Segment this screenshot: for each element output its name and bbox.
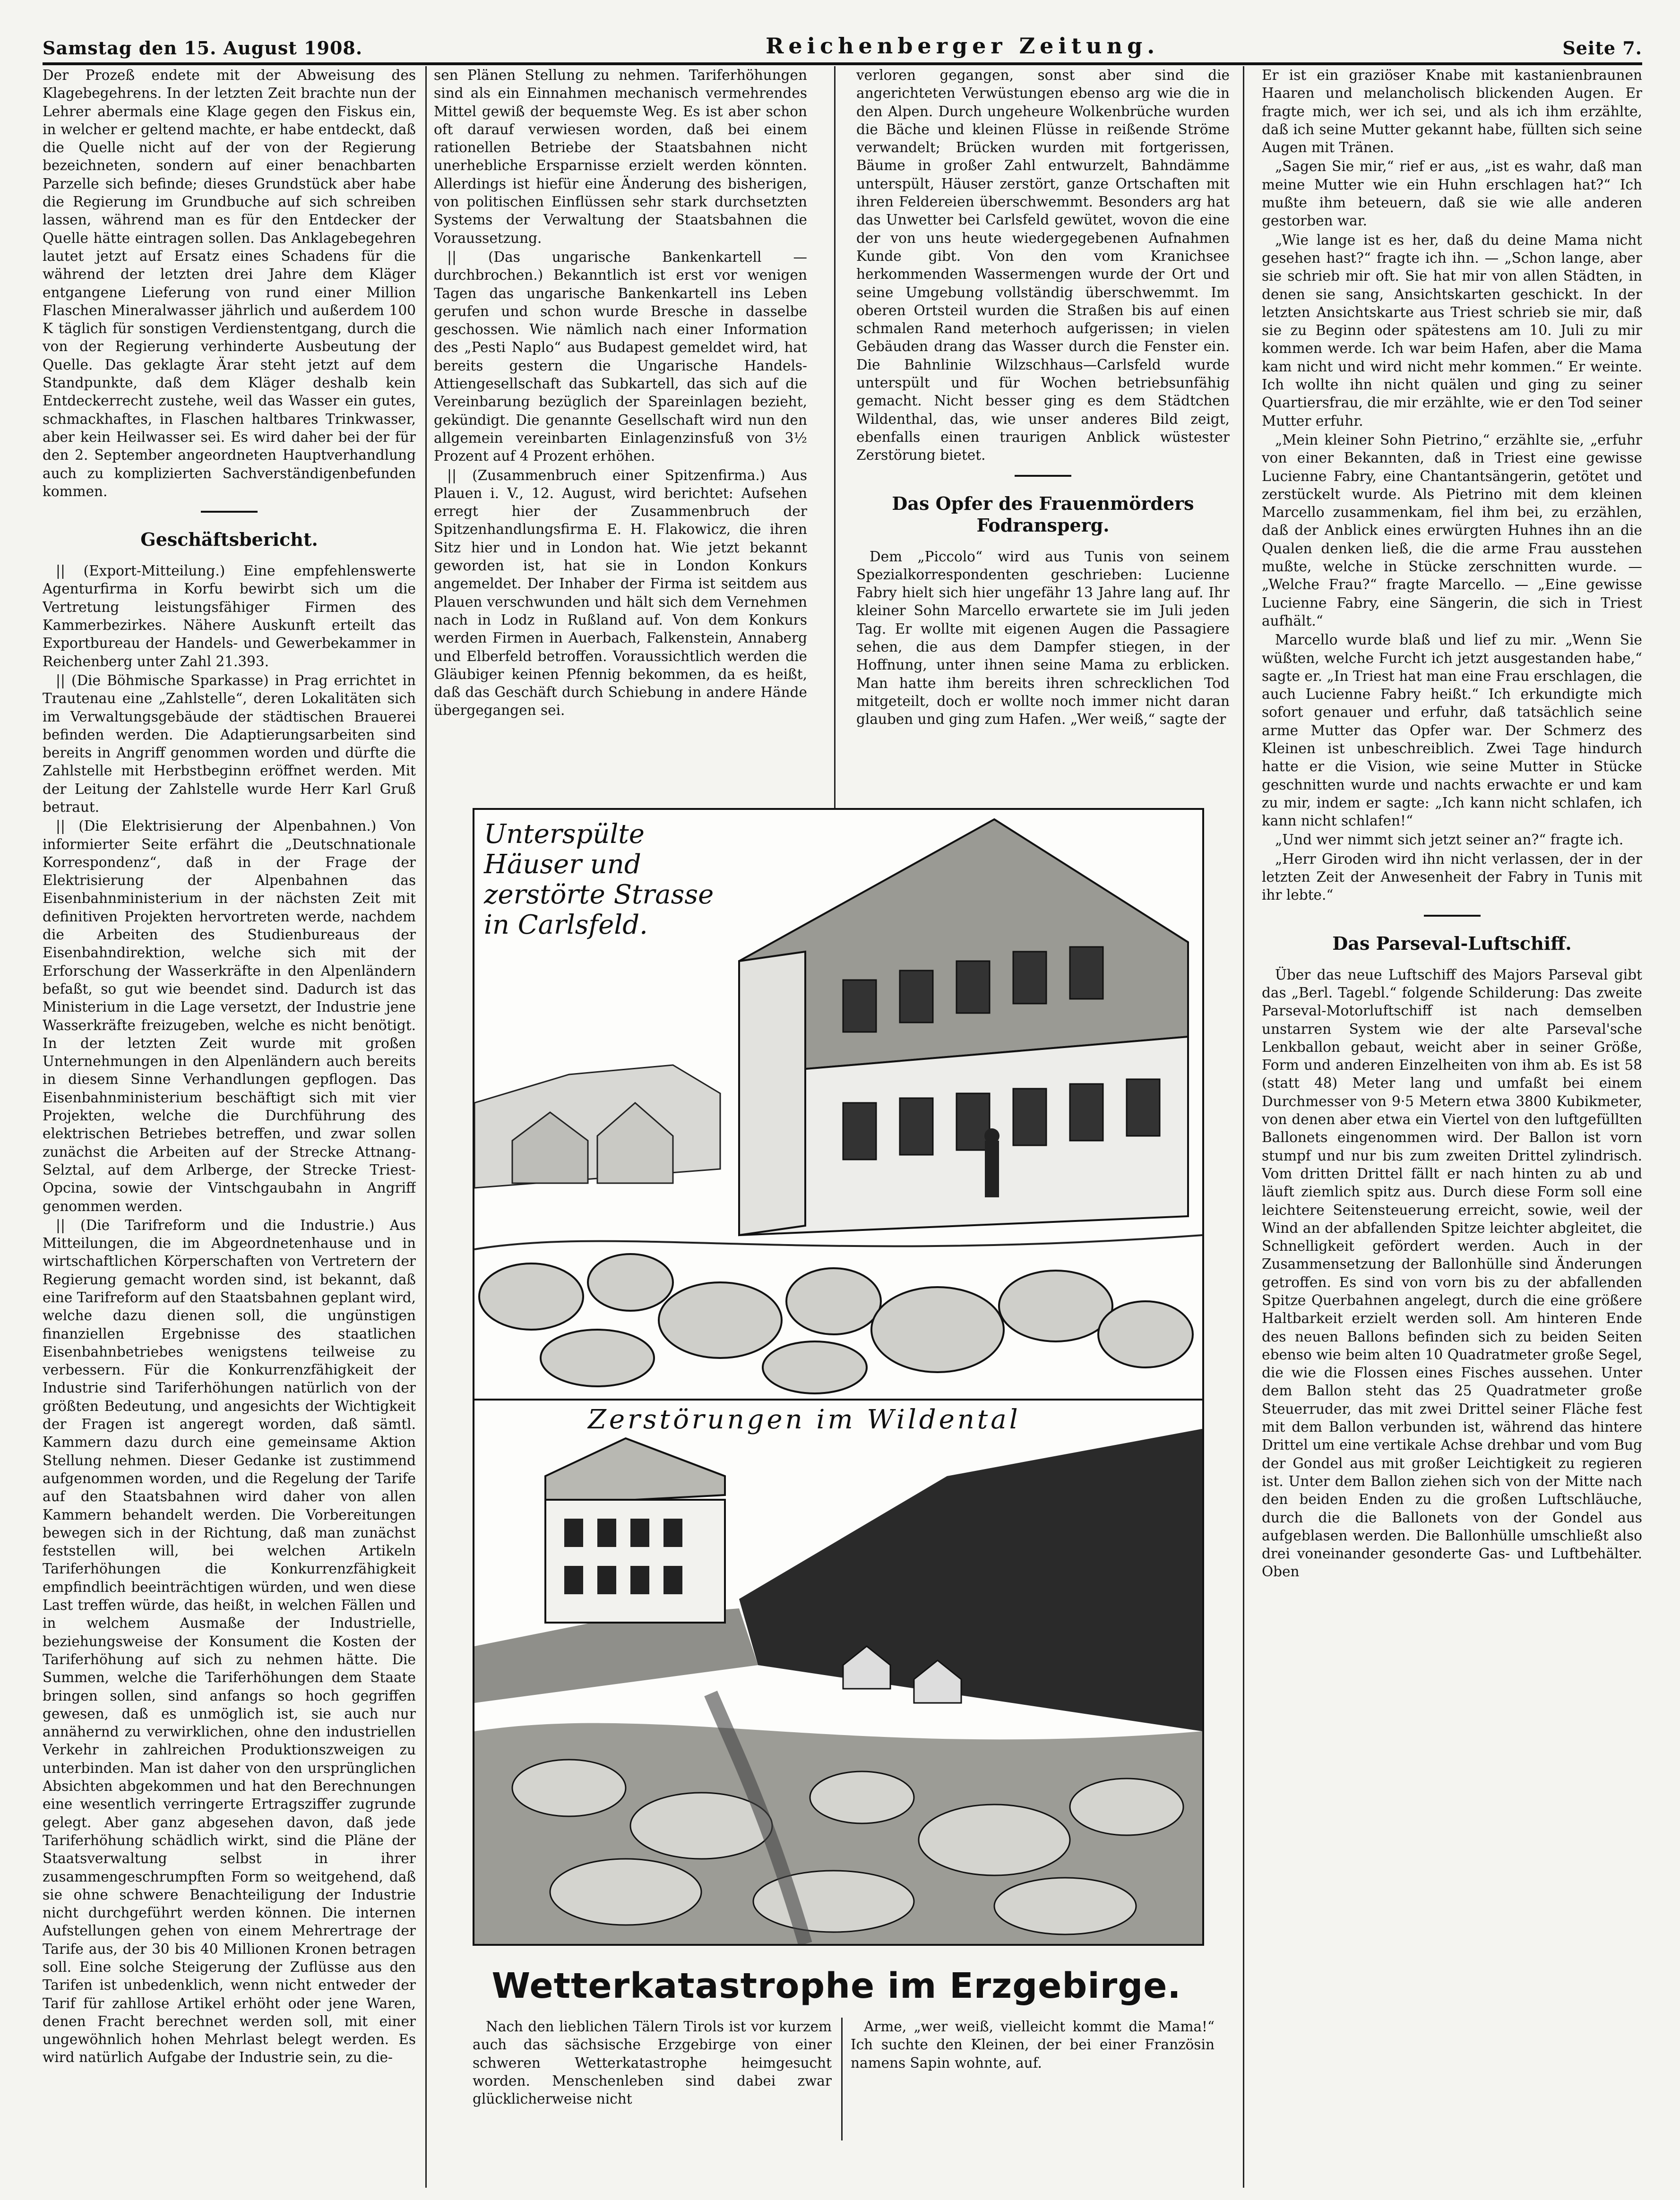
article-text: Er ist ein graziöser Knabe mit kastanienbraunen Haaren und melancholisch blickenden Augen. Er fragte mich, wer ich sei, und als ich ihm erzählte, daß ich seine Mutter gekannt habe, füllten sich seine Augen mit Tränen.: [1262, 67, 1642, 156]
section-divider: [1424, 915, 1481, 917]
column-2: [434, 66, 807, 803]
article-text: Arme, „wer weiß, vielleicht kommt die Mama!“ Ich suchte den Kleinen, der bei einer Französin namens Sapin wohnte, auf.: [851, 2019, 1215, 2071]
article-text: || (Export-Mitteilung.) Eine empfehlenswerte Agenturfirma in Korfu bewirbt sich um die Vertretung leistungsfähiger Firmen des Kammerbezirkes. Nähere Auskunft erteilt das Exportbureau der Handels- und Gewerbekammer in Reichenberg unter Zahl 21.393.: [43, 563, 416, 670]
column-rule: [841, 2018, 843, 2140]
section-divider: [1015, 475, 1071, 477]
newspaper-title: Reichenberger Zeitung.: [766, 33, 1160, 59]
wildental-illustration: [473, 1399, 1204, 1946]
feature-headline: Wetterkatastrophe im Erzgebirge.: [491, 1966, 1181, 2006]
column-1: [43, 66, 416, 2188]
article-text: Der Prozeß endete mit der Abweisung des Klagebegehrens. In der letzten Zeit brachte nun der Lehrer abermals eine Klage gegen den Fiskus ein, in welcher er geltend machte, er habe entdeckt, daß die Quelle nicht auf der von der Regierung bezeichneten, sondern auf einer benachbarten Parzelle sich befinde; dieses Grundstück aber habe die Regierung im Grundbuche auf sich schreiben lassen, während man es für den Entdecker der Quelle hätte eintragen sollen. Das Anklagebegehren lautet jetzt auf Ersatz eines Schadens für die während der letzten drei Jahre dem Kläger entgangene Lieferung von rund einer Million Flaschen Mineralwasser jährlich und außerdem 100 K täglich für sonstigen Verdienstentgang, durch die von der Regierung verhinderte Ausbeutung der Quelle. Das geklagte Ärar steht jetzt auf dem Standpunkte, daß dem Kläger deshalb kein Entdeckerrecht zustehe, weil das Wasser ein gutes, schmackhaftes, in Flaschen haltbares Trinkwasser, aber kein Heilwasser sei. Es wird daher bei der für den 2. September angeordneten Hauptverhandlung auch zu komplizierten Sachverständigenbefunden kommen.: [43, 67, 416, 499]
article-text: „Und wer nimmt sich jetzt seiner an?“ fragte ich.: [1275, 832, 1624, 848]
section-heading: Das Opfer des Frauenmörders Fodransperg.: [892, 492, 1194, 536]
page-header: [43, 29, 1642, 65]
page-number: Seite 7.: [1562, 37, 1642, 59]
column-3: [856, 66, 1230, 803]
article-text: || (Das ungarische Bankenkartell — durchbrochen.) Bekanntlich ist erst vor wenigen Tagen das ungarische Bankenkartell ins Leben gerufen und schon wurde Bresche in dasselbe geschossen. Wie nämlich nach einer Information des „Pesti Naplo“ aus Budapest gemeldet wird, hat bereits gestern die Ungarische Handels-Attiengesellschaft das Subkartell, das sich auf die Vereinbarung bezüglich der Spareinlagen bezieht, gekündigt. Die genannte Gesellschaft wird nun den allgemein vereinbarten Einlagenzinsfuß von 3½ Prozent auf 4 Prozent erhöhen.: [434, 249, 807, 464]
article-text: „Mein kleiner Sohn Pietrino,“ erzählte sie, „erfuhr von einer Bekannten, daß in Triest eine gewisse Lucienne Fabry, eine Chantantsängerin, getötet und zerstückelt wurde. Als Pietrino mit dem kleinen Marcello zusammenkam, fiel ihm bei, zu erzählen, daß der Anblick eines erwürgten Huhnes ihn an die Qualen denken ließ, die die arme Frau ausstehen mußte, welche in Stücke zerschnitten wurde. — „Welche Frau?“ fragte Marcello. — „Eine gewisse Lucienne Fabry, eine Sängerin, die sich in Triest aufhält.“: [1262, 431, 1642, 629]
article-text: verloren gegangen, sonst aber sind die angerichteten Verwüstungen ebenso arg wie die in den Alpen. Durch ungeheure Wolkenbrüche wurden die Bäche und kleinen Flüsse in reißende Ströme verwandelt; Brücken wurden mit fortgerissen, Bäume in großer Zahl entwurzelt, Bahndämme unterspült, Häuser zerstört, ganze Ortschaften mit ihren Feldereien überschwemmt. Besonders arg hat das Unwetter bei Carlsfeld gewütet, wovon die eine der von uns heute wiedergegebenen Aufnahmen Kunde gibt. Von den vom Kranichsee herkommenden Wassermengen wurde der Ort und seine Umgebung vollständig überschwemmt. Im oberen Ortsteil wurden die Straßen bis auf einen schmalen Rand meterhoch aufgerissen; in vielen Gebäuden drang das Wasser durch die Fenster ein. Die Bahnlinie Wilzschhaus—Carlsfeld wurde unterspült und für Wochen betriebsunfähig gemacht. Nicht besser ging es dem Städtchen Wildenthal, das, wie unser anderes Bild zeigt, ebenfalls einen traurigen Anblick wüstester Zerstörung bietet.: [856, 67, 1230, 464]
feature-column-right: [851, 2018, 1215, 2159]
issue-date: Samstag den 15. August 1908.: [43, 37, 363, 59]
article-text: „Sagen Sie mir,“ rief er aus, „ist es wahr, daß man meine Mutter wie ein Huhn erschlagen hat?“ Ich mußte ihm beteuern, daß sie wie alle anderen gestorben war.: [1262, 158, 1642, 229]
article-text: Dem „Piccolo“ wird aus Tunis von seinem Spezialkorrespondenten geschrieben: Lucienne Fabry hielt sich hier ungefähr 13 Jahre lang auf. Ihr kleiner Sohn Marcello erwartete sie im Juli jeden Tag. Er wollte mit eigenen Augen die Passagiere sehen, die aus dem Dampfer stiegen, in der Hoffnung, unter ihnen seine Mama zu erblicken. Man hatte ihm bereits ihren schrecklichen Tod mitgeteilt, doch er wollte noch immer nicht daran glauben und ging zum Hafen. „Wer weiß,“ sagte der: [856, 548, 1230, 728]
feature-column-left: [473, 2018, 832, 2159]
article-text: || (Zusammenbruch einer Spitzenfirma.) Aus Plauen i. V., 12. August, wird berichtet: Aufsehen erregt hier der Zusammenbruch der Spitzenhandlungsfirma E. H. Flakowicz, die ihren Sitz hier und in London hat. Wie jetzt bekannt geworden ist, hat sie in London Konkurs angemeldet. Der Inhaber der Firma ist seitdem aus Plauen verschwunden und hält sich dem Vernehmen nach in Lodz in Rußland auf. Von dem Konkurs werden Firmen in Auerbach, Falkenstein, Annaberg und Elberfeld betroffen. Voraussichtlich werden die Gläubiger keinen Pfennig bekommen, da es heißt, daß das Geschäft durch Schiebung in andere Hände übergegangen sei.: [434, 467, 807, 719]
article-text: „Wie lange ist es her, daß du deine Mama nicht gesehen hast?“ fragte ich ihn. — „Schon lange, aber sie schrieb mir oft. Sie hat mir von allen Städten, in denen sie sang, Ansichtskarten geschickt. In der letzten Ansichtskarte aus Triest schrieb sie mir, daß sie zu Beginn oder spätestens am 10. Juli zu mir kommen werde. Ich war beim Hafen, aber die Mama kam nicht und wird nicht mehr kommen.“ Er weinte. Ich wollte ihn nicht quälen und ging zu seiner Quartiersfrau, die mir erzählte, wie er den Tod seiner Mutter erfuhr.: [1262, 232, 1642, 429]
section-divider: [201, 511, 258, 513]
carlsfeld-illustration: [473, 808, 1204, 1402]
column-rule: [1243, 66, 1244, 2188]
column-4: [1262, 66, 1642, 2188]
column-rule: [425, 66, 427, 2188]
article-text: || (Die Böhmische Sparkasse) in Prag errichtet in Trautenau eine „Zahlstelle“, deren Lokalitäten sich im Verwaltungsgebäude der städtischen Brauerei befinden werden. Die Adaptierungsarbeiten sind bereits in Angriff genommen worden und dürfte die Zahlstelle mit Herbstbeginn eröffnet werden. Mit der Leitung der Zahlstelle wurde Herr Karl Gruß betraut.: [43, 672, 416, 815]
article-text: sen Plänen Stellung zu nehmen. Tariferhöhungen sind als ein Einnahmen mechanisch vermehrendes Mittel gewiß der bequemste Weg. Es ist aber schon oft darauf verwiesen worden, daß bei einem rationellen Betriebe der Staatsbahnen nicht unerhebliche Ersparnisse erzielt werden könnten. Allerdings ist hiefür eine Änderung des bisherigen, von politischen Einflüssen sehr stark durchsetzten Systems der Verwaltung der Staatsbahnen die Voraussetzung.: [434, 67, 807, 246]
column-rule: [834, 66, 836, 808]
article-text: || (Die Tarifreform und die Industrie.) Aus Mitteilungen, die im Abgeordnetenhause und in wirtschaftlichen Körperschaften von Vertretern der Regierung gemacht worden sind, ist bekannt, daß eine Tarifreform auf den Staatsbahnen geplant wird, welche dazu dienen soll, die ungünstigen finanziellen Ergebnisse des staatlichen Eisenbahnbetriebes wenigstens teilweise zu verbessern. Für die Konkurrenzfähigkeit der Industrie sind Tariferhöhungen natürlich von der größten Bedeutung, und angesichts der Wichtigkeit der Fragen ist angeregt worden, daß sämtl. Kammern dazu durch eine gemeinsame Aktion Stellung nehmen. Dieser Gedanke ist zustimmend aufgenommen worden, und die Regelung der Tarife auf den Staatsbahnen wird daher von allen Kammern behandelt werden. Die Vorbereitungen bewegen sich in der Richtung, daß man zunächst feststellen will, bei welchen Artikeln Tariferhöhungen die Konkurrenzfähigkeit empfindlich beeinträchtigen würden, und wen diese Last treffen würde, das heißt, in welchen Fällen und in welchem Ausmaße der Industrielle, beziehungsweise der Konsument die Kosten der Tariferhöhung auf sich zu nehmen hätte. Die Summen, welche die Tariferhöhungen dem Staate bringen sollen, sind anfangs so hoch gegriffen gewesen, daß es unmöglich ist, sie auch nur annähernd zu verwirklichen, ohne den industriellen Verkehr in zahlreichen Produktionszweigen zu unterbinden. Man ist daher von den ursprünglichen Absichten abgekommen und hat den Berechnungen eine wesentlich verringerte Ertragsziffer zugrunde gelegt. Aber ganz abgesehen davon, daß jede Tariferhöhung schädlich wirkt, sind die Pläne der Staatsverwaltung selbst in ihrer zusammengeschrumpften Form so weitgehend, daß sie ohne schwere Benachteiligung der Industrie nicht durchgeführt werden können. Die internen Aufstellungen gehen von einem Mehrertrage der Tarife aus, der 30 bis 40 Millionen Kronen betragen soll. Eine solche Steigerung der Zuflüsse aus den Tarifen ist unbedenklich, wenn nicht entweder der Tarif für zahllose Artikel erhöht oder jene Waren, denen Fracht berechnet werden soll, mit einer ungewöhnlich hohen Mehrlast belegt werden. Es wird natürlich Aufgabe der Industrie sein, zu die-: [43, 1217, 416, 2066]
illustration-caption: Zerstörungen im Wildental: [588, 1404, 1021, 1435]
illustration-caption: Unterspülte Häuser und zerstörte Strasse in Carlsfeld.: [484, 819, 714, 940]
article-text: Nach den lieblichen Tälern Tirols ist vor kurzem auch das sächsische Erzgebirge von einer schweren Wetterkatastrophe heimgesucht worden. Menschenleben sind dabei zwar glücklicherweise nicht: [473, 2019, 832, 2107]
section-heading: Das Parseval-Luftschiff.: [1332, 932, 1572, 954]
article-text: Über das neue Luftschiff des Majors Parseval gibt das „Berl. Tagebl.“ folgende Schilderung: Das zweite Parseval-Motorluftschiff ist nach demselben unstarren System wie der alte Parseval'sche Lenkballon gebaut, weicht aber in seiner Größe, Form und anderen Einzelheiten von ihm ab. Es ist 58 (statt 48) Meter lang und umfaßt bei einem Durchmesser von 9·5 Metern etwa 3800 Kubikmeter, von denen aber etwa ein Viertel von den luftgefüllten Ballonets eingenommen wird. Der Ballon ist vorn stumpf und nur bis zum zweiten Drittel zylindrisch. Vom dritten Drittel fällt er nach hinten zu ab und läuft ziemlich spitz aus. Durch diese Form soll eine leichtere Seitensteuerung erreicht, sowie, weil der Wind an der abfallenden Spitze leichter abgleitet, die Schnelligkeit gefördert werden. Auch in der Zusammensetzung der Ballonhülle sind Änderungen getroffen. Es sind von vorn bis zu der abfallenden Spitze Querbahnen angelegt, durch die eine größere Haltbarkeit erzielt werden soll. Am hinteren Ende des neuen Ballons befinden sich zu beiden Seiten ebenso wie beim alten 10 Quadratmeter große Segel, die wie die Flossen eines Fisches aussehen. Unter dem Ballon steht das 25 Quadratmeter große Steuerruder, das mit zwei Drittel seiner Fläche fest mit dem Ballon verbunden ist, während das hintere Drittel um eine vertikale Achse drehbar und vom Bug der Gondel aus mit großer Leichtigkeit zu regieren ist. Unter dem Ballon ziehen sich von der Mitte nach den beiden Enden zu die großen Luftschläuche, durch die die Ballonets von der Gondel aus aufgeblasen werden. Die Ballonhülle umschließt also drei voneinander gesonderte Gas- und Luftbehälter. Oben: [1262, 966, 1642, 1580]
article-text: || (Die Elektrisierung der Alpenbahnen.) Von informierter Seite erfährt die „Deutschnationale Korrespondenz“, daß in der Frage der Elektrisierung der Alpenbahnen das Eisenbahnministerium in der nächsten Zeit mit definitiven Projekten hervortreten werde, nachdem die Arbeiten des Studienbureaus der Eisenbahndirektion, welche sich mit der Erforschung der Wasserkräfte in den Alpenländern befaßt, so gut wie beendet sind. Dadurch ist das Ministerium in die Lage versetzt, der Industrie jene Wasserkräfte freizugeben, welche es nicht benötigt. In der letzten Zeit wurde mit großen Unternehmungen in den Alpenländern auch bereits in diesem Sinne Verhandlungen gepflogen. Das Eisenbahnministerium beschäftigt sich mit vier Projekten, welche die Durchführung des elektrischen Betriebes betreffen, und zwar sollen zunächst die Arbeiten auf der Strecke Attnang-Selztal, auf dem Arlberge, der Strecke Triest-Opcina, sowie der Vintschgaubahn in Angriff genommen werden.: [43, 818, 416, 1214]
article-text: Marcello wurde blaß und lief zu mir. „Wenn Sie wüßten, welche Furcht ich jetzt ausgestanden habe,“ sagte er. „In Triest hat man eine Frau erschlagen, die auch Lucienne Fabry heißt.“ Ich erkundigte mich sofort genauer und erfuhr, daß tatsächlich seine arme Mutter das Opfer war. Der Schmerz des Kleinen ist unbeschreiblich. Zwei Tage hindurch hatte er die Vision, wie seine Mutter in Stücke geschnitten wurde und nachts erwachte er und kam zu mir, indem er sagte: „Ich kann nicht schlafen, ich kann nicht schlafen!“: [1262, 632, 1642, 829]
article-text: „Herr Giroden wird ihn nicht verlassen, der in der letzten Zeit der Anwesenheit der Fabry in Tunis mit ihr lebte.“: [1262, 851, 1642, 903]
wildental-drawing: [474, 1401, 1202, 1944]
section-heading: Geschäftsbericht.: [140, 529, 318, 550]
